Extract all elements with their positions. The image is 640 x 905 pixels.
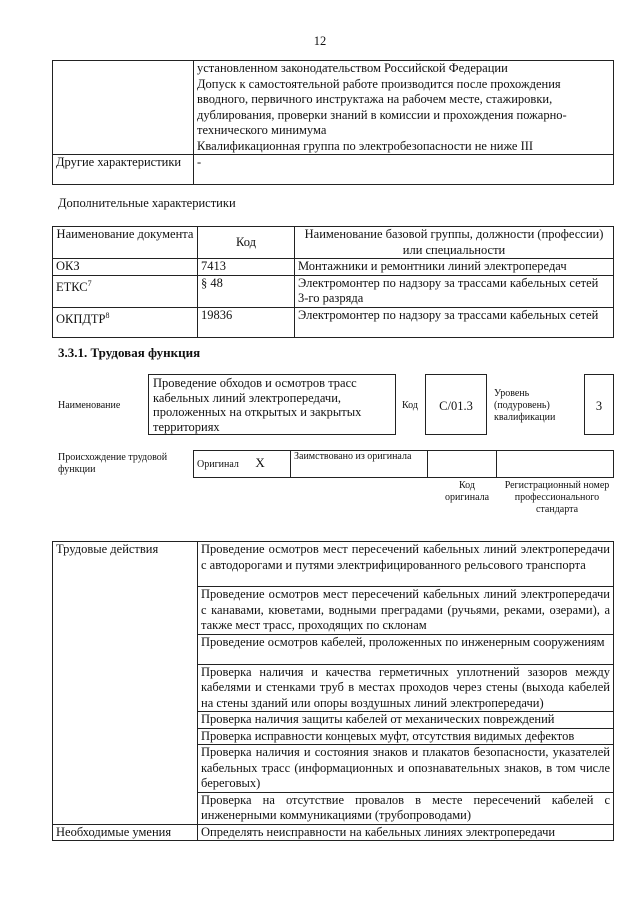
reg-number-label: Регистрационный номер профессионального стандарта — [504, 480, 610, 515]
action-item: Проведение осмотров мест пересечений кабельных линий электропередачи с канавами, кюветами, водными преградами (ручьями, реками, озерами), а также мест трасс, проходящих по склонам — [198, 587, 614, 635]
action-item: Проверка исправности концевых муфт, отсутствия видимых дефектов — [198, 728, 614, 745]
code-label: Код — [402, 400, 418, 411]
doc-name: ЕТКС — [56, 279, 88, 294]
requirements-value-cell — [194, 61, 614, 155]
action-item: Проверка наличия и качества герметичных уплотнений зазоров между кабелями и стенками труб в местах проходов через стены (выхода кабелей на стены зданий или опоры воздушных линий электропередачи) — [198, 664, 614, 712]
requirements-line: Допуск к самостоятельной работе производится после прохождения — [197, 76, 561, 91]
row-code: 19836 — [198, 307, 295, 337]
level-value: 3 — [595, 399, 603, 413]
additional-table — [52, 226, 614, 338]
col-header-code: Код — [198, 227, 295, 259]
function-name-box — [148, 374, 396, 435]
row-code: § 48 — [198, 275, 295, 307]
requirements-line: дублирования, проверки знаний в комиссии и прохождения пожарно- — [197, 107, 567, 122]
page-number: 12 — [313, 34, 327, 48]
doc-name: ОКПДТР — [56, 311, 106, 326]
original-cell — [194, 451, 291, 478]
skill-item: Определять неисправности на кабельных линиях электропередачи — [198, 824, 614, 841]
reg-number-cell — [497, 451, 614, 478]
footnote-ref: 8 — [105, 310, 110, 320]
origin-code-label: Код оригинала — [444, 480, 490, 503]
original-label: Оригинал — [197, 459, 239, 470]
borrowed-cell: Заимствовано из оригинала — [291, 451, 428, 478]
row-document — [53, 307, 198, 337]
footnote-ref: 7 — [87, 278, 92, 288]
row-code: 7413 — [198, 259, 295, 276]
level-label: Уровень (подуровень) квалификации — [494, 388, 556, 423]
row-group: Электромонтер по надзору за трассами кабельных сетей 3-го разряда — [295, 275, 614, 307]
origin-table — [193, 450, 614, 478]
requirements-table — [52, 60, 614, 185]
action-item: Проверка на отсутствие провалов в месте пересечений кабелей с инженерными коммуникациями (трубопроводами) — [198, 792, 614, 824]
additional-heading: Дополнительные характеристики — [58, 196, 236, 210]
col-header-group: Наименование базовой группы, должности (профессии) или специальности — [295, 227, 614, 259]
col-header-document: Наименование документа — [53, 227, 198, 259]
action-item: Проверка наличия и состояния знаков и плакатов безопасности, указателей кабельных трасс (информационных и опознавательных знаков, в том числе береговых) — [198, 745, 614, 793]
origin-code-cell — [428, 451, 497, 478]
row-group: Монтажники и ремонтники линий электропередач — [295, 259, 614, 276]
requirements-line: Квалификационная группа по электробезопасности не ниже III — [197, 138, 534, 153]
requirements-line: установленном законодательством Российской Федерации — [197, 61, 508, 75]
doc-name: ОКЗ — [56, 259, 80, 273]
other-characteristics-label: Другие характеристики — [53, 155, 194, 185]
row-group: Электромонтер по надзору за трассами кабельных сетей — [295, 307, 614, 337]
other-characteristics-value: - — [194, 155, 614, 185]
action-item: Проведение осмотров мест пересечений кабельных линий электропередачи с автодорогами и путями электрифицированного рельсового транспорта — [198, 542, 614, 587]
skills-label: Необходимые умения — [53, 824, 198, 841]
requirements-line: технического минимума — [197, 123, 327, 137]
level-box — [584, 374, 614, 435]
requirements-line: вводного, первичного инструктажа на рабочем месте, стажировки, — [197, 92, 553, 106]
row-document — [53, 275, 198, 307]
original-mark: X — [255, 455, 265, 470]
action-item: Проверка наличия защиты кабелей от механических повреждений — [198, 712, 614, 729]
actions-table — [52, 541, 614, 841]
function-name: Проведение обходов и осмотров трасс кабельных линий электропередачи, проложенных на открытых и закрытых территориях — [153, 376, 362, 434]
function-code-box — [425, 374, 487, 435]
function-code: C/01.3 — [439, 399, 473, 413]
name-label: Наименование — [58, 400, 121, 411]
actions-label: Трудовые действия — [53, 542, 198, 825]
action-item: Проведение осмотров кабелей, проложенных по инженерным сооружениям — [198, 634, 614, 664]
row-document — [53, 259, 198, 276]
function-heading: 3.3.1. Трудовая функция — [58, 345, 201, 360]
origin-label: Происхождение трудовой функции — [58, 452, 168, 475]
requirements-label-cell — [53, 61, 194, 155]
